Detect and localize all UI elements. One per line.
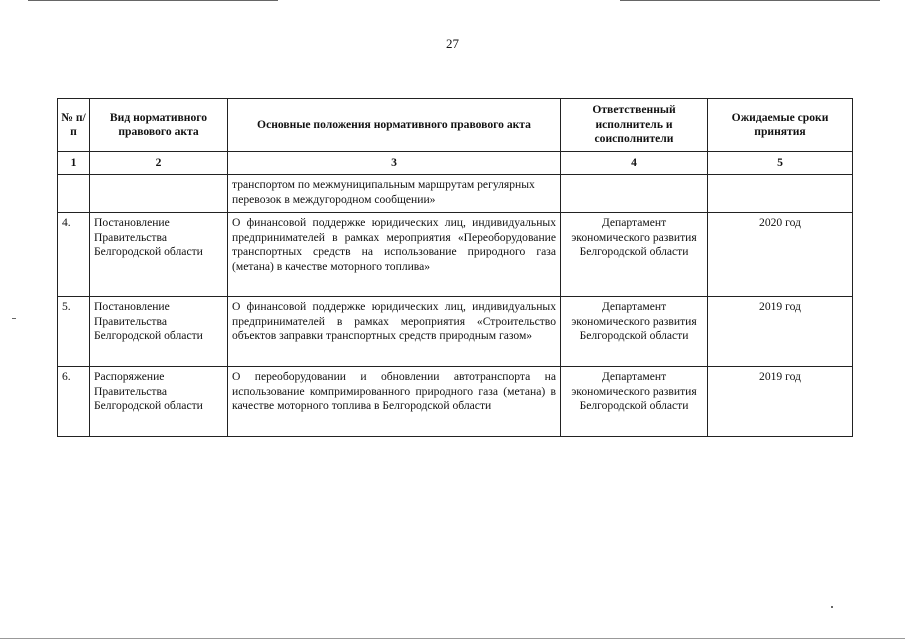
table-row — [58, 213, 853, 297]
column-number: 2 — [90, 152, 228, 175]
row-executor: Департамент экономического развития Белгородской области — [561, 213, 708, 297]
scan-artifact-dot — [831, 606, 833, 608]
row-number: 5. — [58, 297, 90, 367]
header-term: Ожидаемые сроки принятия — [708, 99, 853, 152]
row-executor: Департамент экономического развития Белгородской области — [561, 367, 708, 437]
header-executor: Ответственный исполнитель и соисполнители — [561, 99, 708, 152]
column-number: 1 — [58, 152, 90, 175]
column-number: 4 — [561, 152, 708, 175]
row-executor: Департамент экономического развития Белгородской области — [561, 297, 708, 367]
regulatory-acts-table — [57, 98, 853, 437]
header-content: Основные положения нормативного правового акта — [228, 99, 561, 152]
row-act-type: Постановление Правительства Белгородской области — [90, 213, 228, 297]
scan-artifact-line — [620, 0, 880, 1]
row-term: 2020 год — [708, 213, 853, 297]
row-content: О переоборудовании и обновлении автотранспорта на использование компримированного природного газа (метана) в качестве моторного топлива в Белгородской области — [228, 367, 561, 437]
row-act-type — [90, 175, 228, 213]
header-act-type: Вид нормативного правового акта — [90, 99, 228, 152]
page-number: 27 — [446, 36, 459, 51]
column-number: 3 — [228, 152, 561, 175]
row-number: 4. — [58, 213, 90, 297]
row-executor — [561, 175, 708, 213]
row-content: О финансовой поддержке юридических лиц, индивидуальных предпринимателей в рамках мероприятия «Строительство объектов заправки транспортных средств природным газом» — [228, 297, 561, 367]
row-number — [58, 175, 90, 213]
row-act-type: Распоряжение Правительства Белгородской области — [90, 367, 228, 437]
table-header-row — [58, 99, 853, 152]
scan-artifact-line — [28, 0, 278, 1]
column-number: 5 — [708, 152, 853, 175]
row-number: 6. — [58, 367, 90, 437]
column-numbers-row — [58, 152, 853, 175]
row-term — [708, 175, 853, 213]
table-row — [58, 297, 853, 367]
table-row — [58, 175, 853, 213]
row-term: 2019 год — [708, 367, 853, 437]
row-term: 2019 год — [708, 297, 853, 367]
scan-artifact-dot — [12, 318, 16, 319]
table-row — [58, 367, 853, 437]
row-content: транспортом по межмуниципальным маршрутам регулярных перевозок в междугородном сообщении» — [228, 175, 561, 213]
row-act-type: Постановление Правительства Белгородской области — [90, 297, 228, 367]
scan-artifact-line — [0, 638, 905, 639]
row-content: О финансовой поддержке юридических лиц, индивидуальных предпринимателей в рамках мероприятия «Переоборудование транспортных средств на использование природного газа (метана) в качестве моторного топлива» — [228, 213, 561, 297]
header-number: № п/п — [58, 99, 90, 152]
